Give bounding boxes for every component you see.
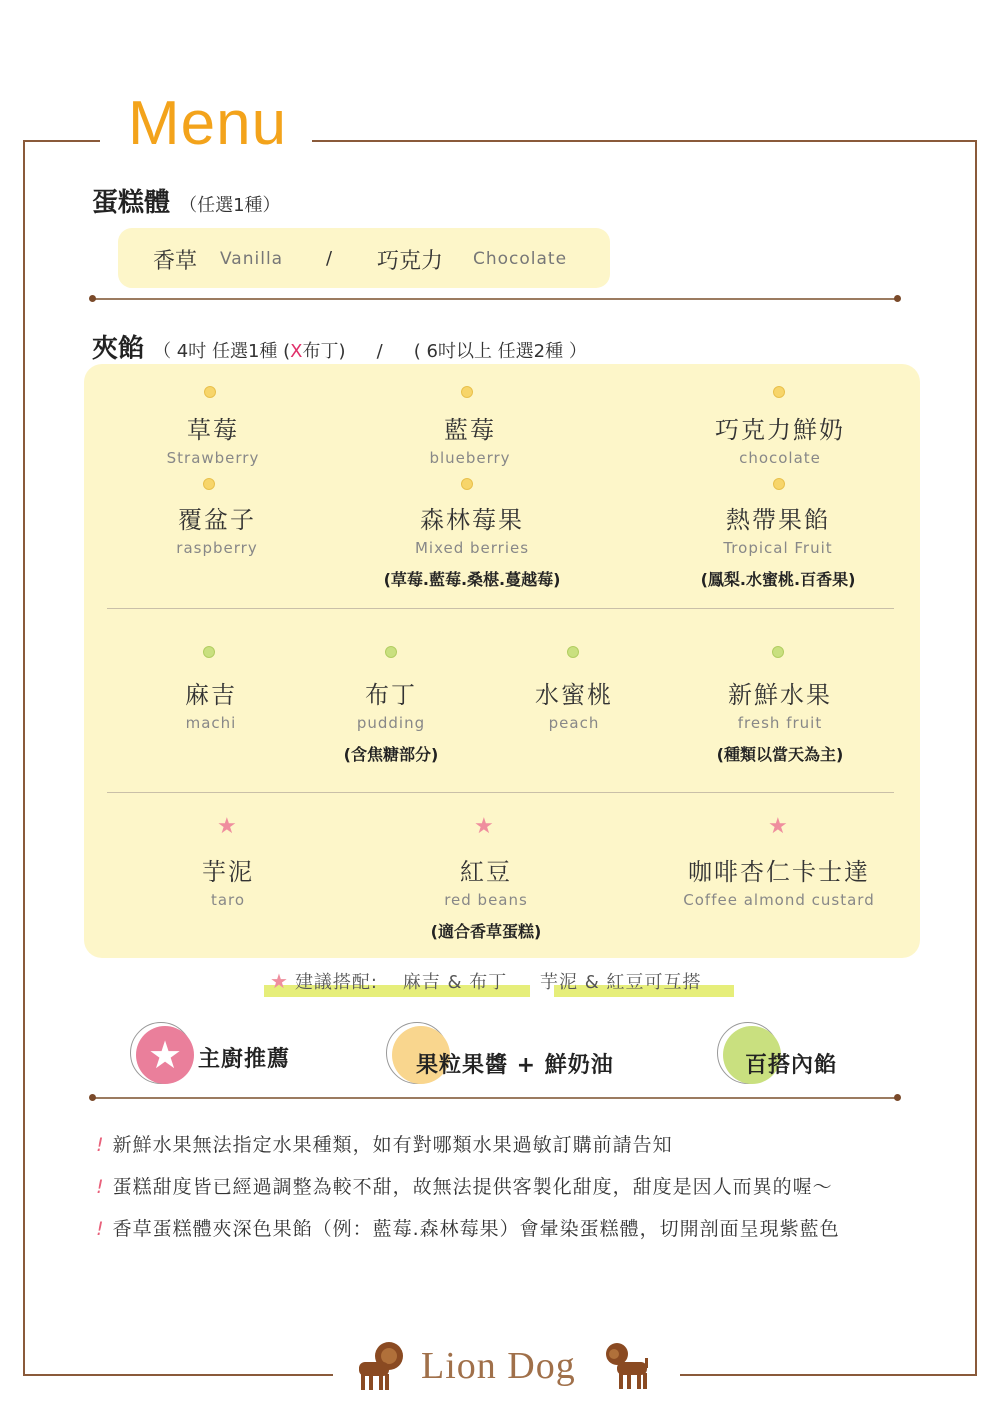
panel-divider-2 [107,792,894,793]
cake-base-heading [92,182,281,219]
suggestion-label: 建議搭配: [294,972,379,993]
filling-zh: 草莓 [187,416,239,444]
divider-1 [92,298,898,300]
legend-chef-label: 主廚推薦 [198,1047,291,1072]
cake-base-options [118,228,610,288]
legend-all [715,1020,875,1090]
filling-zh: 巧克力鮮奶 [715,416,845,444]
filling-zh: 水蜜桃 [535,681,613,709]
option-chocolate-en: Chocolate [473,249,568,269]
filling-en: peach [548,714,600,732]
filling-sub-3: ( 6吋以上 任選2種 ） [413,341,587,362]
note-3 [96,1214,840,1241]
dot-icon [461,386,473,398]
lion-icon [355,1338,411,1394]
filling-zh: 藍莓 [444,416,496,444]
filling-en: Mixed berries [414,539,530,557]
dot-icon [461,478,473,490]
filling-en: Coffee almond custard [683,891,875,909]
dot-icon [203,646,215,658]
filling-title: 夾餡 [92,334,145,364]
filling-en: fresh fruit [737,714,823,732]
legend-fruit [384,1020,644,1090]
exclamation-icon: ! [96,1134,105,1156]
filling-note: (種類以當天為主) [716,745,844,764]
suggestion-line [270,968,701,998]
filling-en: raspberry [176,539,258,557]
filling-sub-x: X [290,341,303,362]
note-text: 香草蛋糕體夾深色果餡（例：藍莓.森林莓果）會暈染蛋糕體，切開剖面呈現紫藍色 [112,1218,840,1240]
suggestion-pair-1: 麻吉 & 布丁 [402,972,508,993]
dot-icon [203,478,215,490]
legend-fruit-label: 果粒果醬 + 鮮奶油 [416,1053,614,1078]
option-vanilla-zh: 香草 [153,249,198,274]
filling-heading [92,328,587,365]
filling-en: pudding [356,714,426,732]
filling-zh: 布丁 [365,681,417,709]
filling-strawberry [103,410,323,467]
star-icon: ★ [217,814,237,839]
filling-blueberry [360,410,580,467]
filling-zh: 麻吉 [185,681,237,709]
filling-red-beans [376,852,596,942]
filling-mixed-berries [332,500,612,590]
filling-raspberry [107,500,327,557]
filling-zh: 熱帶果餡 [726,506,830,534]
note-2 [96,1172,833,1199]
exclamation-icon: ! [96,1176,105,1198]
filling-zh: 新鮮水果 [728,681,832,709]
panel-divider-1 [107,608,894,609]
exclamation-icon: ! [96,1218,105,1240]
page-title: Menu [128,89,288,158]
option-separator: / [326,248,333,269]
star-icon: ★ [270,969,289,993]
filling-tropical-fruit [642,500,914,590]
filling-note: (草莓.藍莓.桑椹.蔓越莓) [383,570,561,589]
filling-peach [464,675,684,732]
dot-icon [773,478,785,490]
filling-en: Tropical Fruit [723,539,833,557]
dot-icon [567,646,579,658]
filling-en: taro [210,891,246,909]
filling-zh: 覆盆子 [178,506,256,534]
dot-icon [773,386,785,398]
note-text: 新鮮水果無法指定水果種類，如有對哪類水果過敏訂購前請告知 [112,1134,673,1156]
filling-taro [118,852,338,909]
filling-zh: 芋泥 [202,858,254,886]
filling-note: (鳳梨.水蜜桃.百香果) [700,570,856,589]
dog-icon [599,1338,655,1394]
badge-star-icon: ★ [136,1026,194,1084]
filling-en: Strawberry [166,449,260,467]
filling-sub-slash: / [376,341,383,362]
filling-en: machi [185,714,237,732]
frame-left [23,140,25,1376]
frame-bottom-right [680,1374,977,1376]
note-text: 蛋糕甜度皆已經過調整為較不甜，故無法提供客製化甜度，甜度是因人而異的喔～ [112,1176,833,1198]
filling-coffee-almond-custard [648,852,910,909]
filling-fresh-fruit [670,675,890,765]
star-icon: ★ [474,814,494,839]
dot-icon [385,646,397,658]
filling-sub-1: （ 4吋 任選1種 ( [153,341,291,362]
filling-en: blueberry [429,449,511,467]
brand-name: Lion Dog [421,1345,576,1387]
dot-icon [772,646,784,658]
filling-note: (含焦糖部分) [343,745,439,764]
star-icon: ★ [768,814,788,839]
note-1 [96,1130,673,1157]
option-chocolate-zh: 巧克力 [377,249,444,274]
filling-en: chocolate [739,449,821,467]
brand-logo [355,1336,655,1396]
dot-icon [204,386,216,398]
suggestion-pair-2: 芋泥 & 紅豆可互搭 [539,972,702,993]
legend-chef [128,1020,328,1090]
filling-zh: 咖啡杏仁卡士達 [688,858,870,886]
filling-zh: 紅豆 [460,858,512,886]
frame-right [975,140,977,1376]
cake-base-title: 蛋糕體 [92,188,171,218]
filling-zh: 森林莓果 [420,506,524,534]
cake-base-sub: （任選1種） [179,195,281,216]
frame-top-left [23,140,100,142]
frame-bottom-left [23,1374,333,1376]
option-vanilla-en: Vanilla [220,249,284,269]
frame-top-right [312,140,977,142]
filling-sub-2: 布丁) [302,341,346,362]
divider-2 [92,1097,898,1099]
filling-note: (適合香草蛋糕) [430,922,542,941]
filling-chocolate-milk [670,410,890,467]
legend-all-label: 百搭內餡 [745,1053,838,1078]
filling-en: red beans [444,891,528,909]
